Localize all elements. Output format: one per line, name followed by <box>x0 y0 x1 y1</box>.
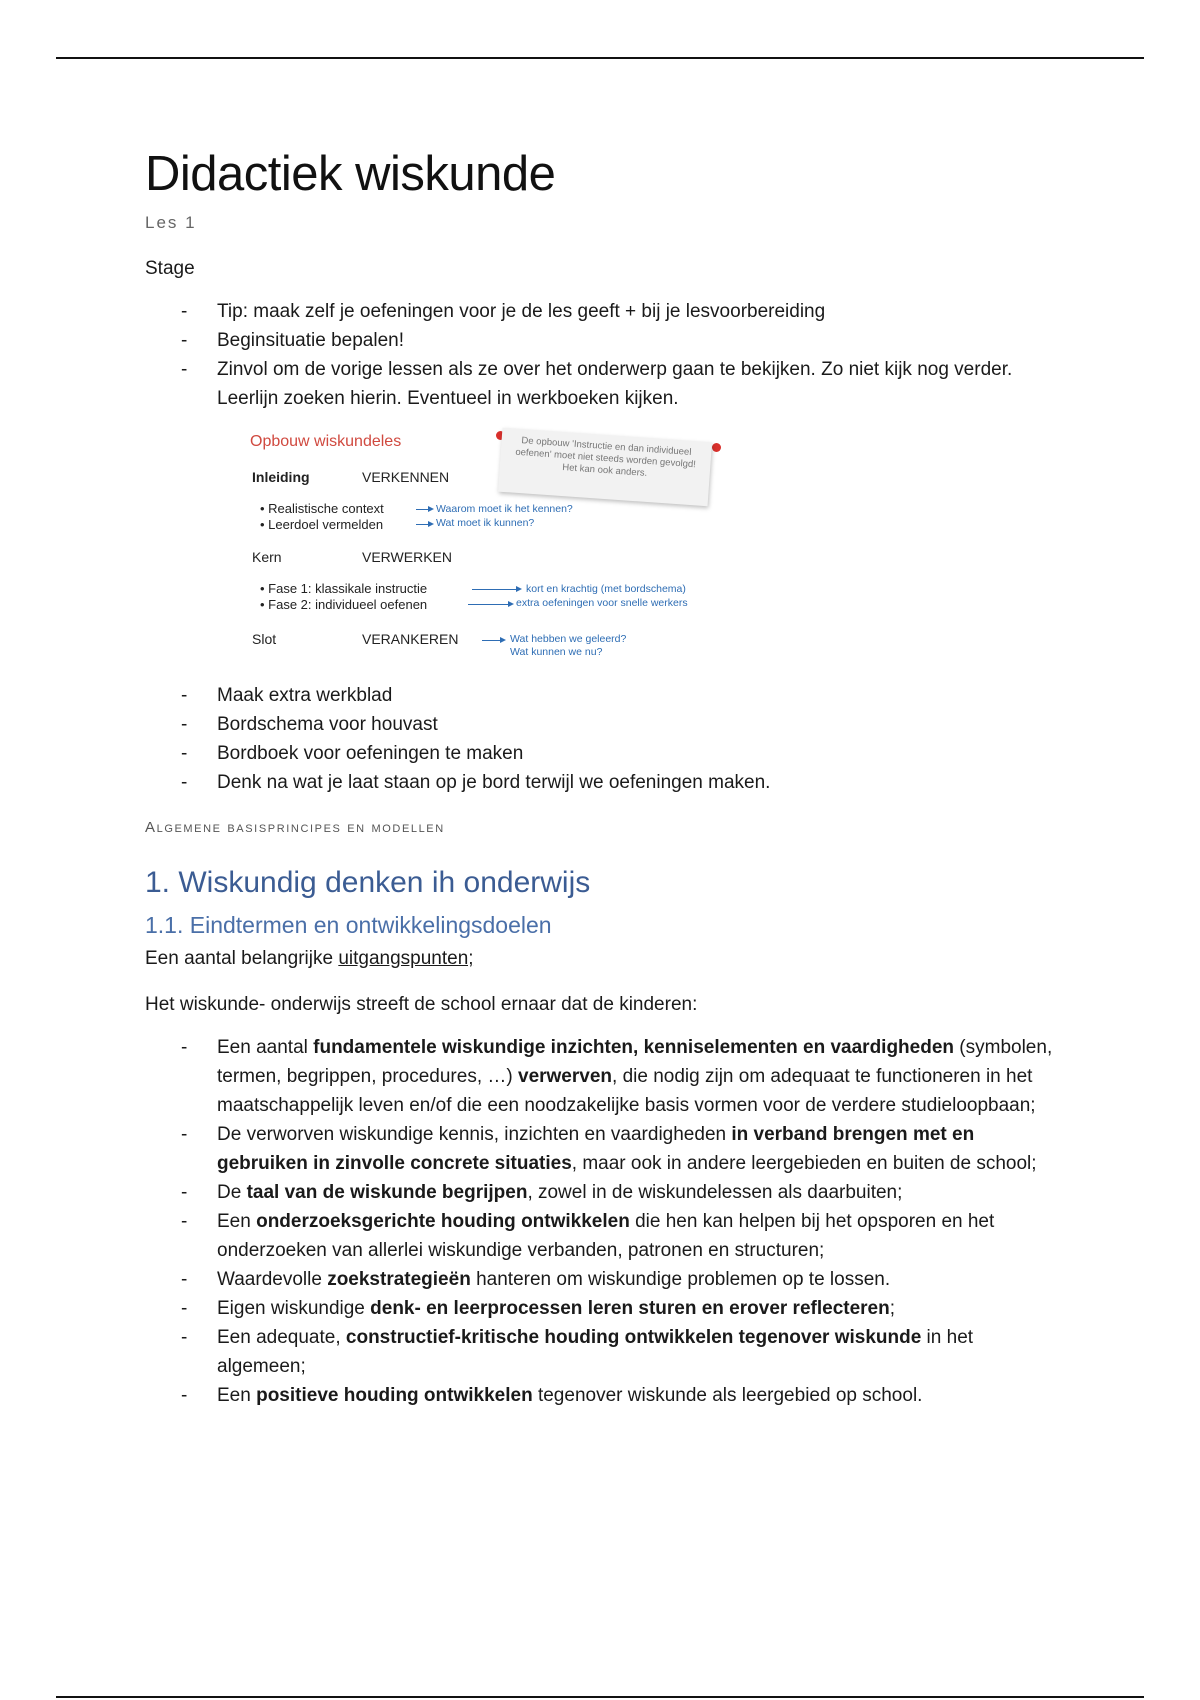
list-item: - Beginsituatie bepalen! <box>145 326 1065 355</box>
section-caps-heading: Algemene basisprincipes en modellen <box>145 819 445 836</box>
stage-list <box>145 297 1065 413</box>
figure-annotation: Waarom moet ik het kennen? <box>436 503 573 515</box>
list-item: - Een onderzoeksgerichte houding ontwikkelen die hen kan helpen bij het opsporen en het onderzoeken van allerlei wiskundige verbanden, patronen en structuren; <box>145 1207 1065 1265</box>
arrow-right-icon <box>472 589 520 590</box>
arrow-right-icon <box>416 509 432 510</box>
list-item: - Tip: maak zelf je oefeningen voor je de les geeft + bij je lesvoorbereiding <box>145 297 1065 326</box>
figure-annotation: Wat hebben we geleerd? <box>510 633 627 645</box>
list-item: - De verworven wiskundige kennis, inzichten en vaardigheden in verband brengen met en gebruiken in zinvolle concrete situaties, maar ook in andere leergebieden en buiten de school; <box>145 1120 1065 1178</box>
arrow-right-icon <box>416 524 432 525</box>
arrow-right-icon <box>482 640 504 641</box>
figure-title: Opbouw wiskundeles <box>250 433 402 450</box>
figure-annotation: kort en krachtig (met bordschema) <box>526 583 686 595</box>
arrow-right-icon <box>468 604 512 605</box>
figure-annotation: Wat moet ik kunnen? <box>436 517 535 529</box>
list-item: - Een adequate, constructief-kritische houding ontwikkelen tegenover wiskunde in het algemeen; <box>145 1323 1065 1381</box>
stage-list-2 <box>145 681 1065 797</box>
list-item: - Eigen wiskundige denk- en leerprocessen leren sturen en erover reflecteren; <box>145 1294 1065 1323</box>
heading-2: 1.1. Eindtermen en ontwikkelingsdoelen <box>145 912 552 938</box>
list-item: - Zinvol om de vorige lessen als ze over het onderwerp gaan te bekijken. Zo niet kijk nog verder. Leerlijn zoeken hierin. Eventueel in werkboeken kijken. <box>145 355 1065 413</box>
list-item: - Waardevolle zoekstrategieën hanteren om wiskundige problemen op te lossen. <box>145 1265 1065 1294</box>
kern-phase: VERWERKEN <box>362 549 452 565</box>
document-subtitle: Les 1 <box>145 213 197 232</box>
figure-annotation: Wat kunnen we nu? <box>510 646 603 658</box>
document-title: Didactiek wiskunde <box>145 147 556 201</box>
list-item: - Een aantal fundamentele wiskundige inzichten, kenniselementen en vaardigheden (symbolen, termen, begrippen, procedures, …) verwerven, die nodig zijn om adequaat te functioneren in het maatschappelijk leven en/of die een noodzakelijke basis vormen voor de verdere studieloopbaan; <box>145 1033 1065 1120</box>
slot-phase: VERANKEREN <box>362 631 459 647</box>
intro-paragraph <box>145 945 1065 973</box>
list-item: - Maak extra werkblad <box>145 681 1065 710</box>
list-item: - Een positieve houding ontwikkelen tegenover wiskunde als leergebied op school. <box>145 1381 1065 1410</box>
kern-label: Kern <box>252 549 282 565</box>
figure-bullet: • Realistische context <box>260 501 384 516</box>
figure-bullet: • Fase 1: klassikale instructie <box>260 581 428 596</box>
list-item: - De taal van de wiskunde begrijpen, zowel in de wiskundelessen als daarbuiten; <box>145 1178 1065 1207</box>
figure-annotation: extra oefeningen voor snelle werkers <box>516 597 688 609</box>
lesson-structure-figure <box>250 423 725 671</box>
document-body <box>145 147 1065 1410</box>
stage-heading: Stage <box>145 258 195 279</box>
pin-icon <box>712 443 721 452</box>
figure-bullet: • Leerdoel vermelden <box>260 517 384 532</box>
inleiding-phase: VERKENNEN <box>362 469 450 485</box>
footer-rule <box>56 1696 1144 1698</box>
list-item: - Bordschema voor houvast <box>145 710 1065 739</box>
sticky-note: De opbouw 'Instructie en dan individueel oefenen' moet niet steeds worden gevolgd! Het kan ook anders. <box>498 428 712 506</box>
intro-text: Een aantal belangrijke <box>145 948 339 969</box>
list-item: - Bordboek voor oefeningen te maken <box>145 739 1065 768</box>
list-item: - Denk na wat je laat staan op je bord terwijl we oefeningen maken. <box>145 768 1065 797</box>
inleiding-label: Inleiding <box>252 469 310 485</box>
header-rule <box>56 57 1144 59</box>
slot-label: Slot <box>252 631 277 647</box>
goals-list <box>145 1033 1065 1410</box>
intro-underlined: uitgangspunten; <box>338 948 474 969</box>
figure-bullet: • Fase 2: individueel oefenen <box>260 597 428 612</box>
heading-1: 1. Wiskundig denken ih onderwijs <box>145 866 591 899</box>
goals-intro-paragraph: Het wiskunde- onderwijs streeft de school ernaar dat de kinderen: <box>145 994 698 1015</box>
